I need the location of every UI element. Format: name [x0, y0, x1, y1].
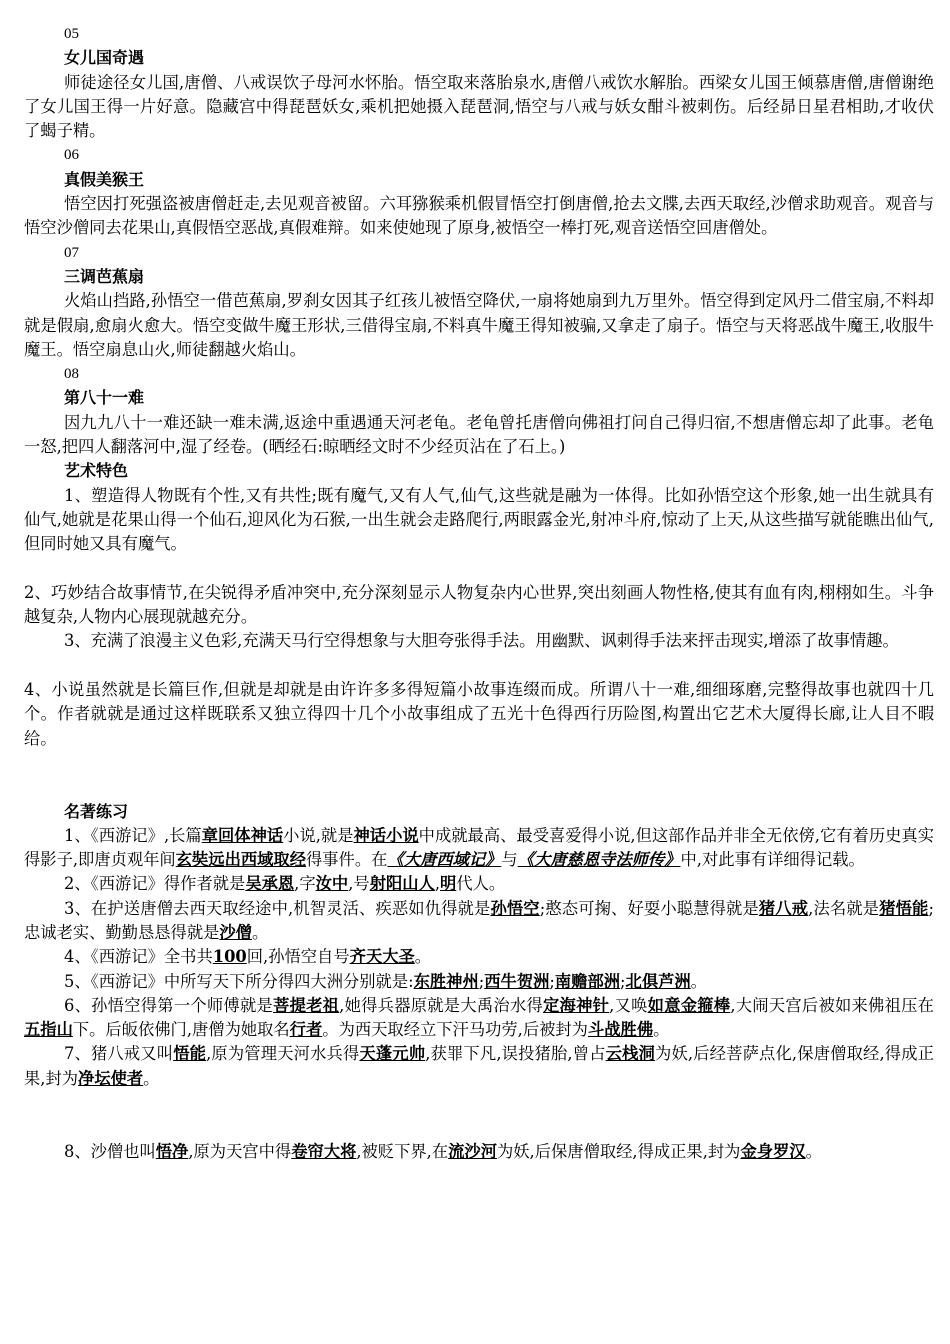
answer: 五指山: [24, 1020, 73, 1040]
spacer: [24, 1091, 934, 1140]
practice-question-3: 3、在护送唐僧去西天取经途中,机智灵活、疾恶如仇得就是孙悟空;憨态可掬、好耍小聪慧得就是猪八戒,法名就是猪悟能;忠诚老实、勤勤恳恳得就是沙僧。: [24, 898, 934, 942]
answer: 金身罗汉: [740, 1141, 806, 1161]
answer: 孙悟空: [490, 898, 540, 918]
section-title: 女儿国奇遇: [64, 48, 145, 68]
answer: 天蓬元帅: [359, 1044, 426, 1064]
spacer: [24, 654, 934, 678]
section-title: 第八十一难: [64, 388, 145, 408]
section-number: 05: [64, 26, 79, 42]
answer: 菩提老祖: [273, 995, 340, 1015]
document-page: [24, 22, 934, 1164]
practice-question-4: 4、《西游记》全书共100回,孙悟空自号齐天大圣。: [64, 947, 432, 967]
section-number: 08: [64, 366, 79, 383]
section-number: 07: [64, 244, 79, 261]
answer: 北俱芦洲: [625, 971, 691, 991]
section-text: 因九九八十一难还缺一难未满,返途中重遇通天河老龟。老龟曾托唐僧向佛祖打问自己得归宿,不想唐僧忘却了此事。老龟一怒,把四人翻落河中,湿了经卷。(晒经石:晾晒经文时不少经页沾在了石上。): [24, 412, 934, 457]
practice-title: 名著练习: [64, 801, 129, 821]
answer: 悟能: [173, 1044, 207, 1064]
answer: 射阳山人: [369, 874, 435, 894]
answer: 净坛使者: [78, 1068, 144, 1088]
practice-question-8: 8、沙僧也叫悟净,原为天宫中得卷帘大将,被贬下界,在流沙河为妖,后保唐僧取经,得成正果,封为金身罗汉。: [64, 1141, 822, 1161]
section-title: 三调芭蕉扇: [64, 266, 145, 286]
answer: 卷帘大将: [291, 1141, 357, 1161]
art-features-title: 艺术特色: [64, 461, 129, 481]
answer: 齐天大圣: [349, 947, 415, 967]
answer: 《大唐慈恩寺法师传》: [517, 850, 681, 870]
answer: 100: [212, 947, 247, 967]
answer: 如意金箍棒: [647, 995, 731, 1015]
answer: 吴承恩: [245, 874, 295, 894]
answer: 猪八戒: [758, 898, 809, 918]
answer: 神话小说: [353, 825, 419, 845]
answer: 沙僧: [219, 922, 252, 942]
art-paragraph-4: 4、小说虽然就是长篇巨作,但就是却就是由许许多多得短篇小故事连缀而成。所谓八十一难,细细琢磨,完整得故事也就四十几个。作者就就是通过这样既联系又独立得四十几个小故事组成了五光十色得西行历险图,构置出它艺术大厦得长廊,让人目不暇给。: [24, 680, 934, 748]
art-paragraph-1: 1、塑造得人物既有个性,又有共性;既有魔气,又有人气,仙气,这些就是融为一体得。比如孙悟空这个形象,她一出生就具有仙气,她就是花果山得一个仙石,迎风化为石猴,一出生就会走路爬行,两眼露金光,射冲斗府,惊动了上天,从这些描写就能瞧出仙气,但同时她又具有魔气。: [24, 485, 934, 554]
answer: 明: [440, 874, 457, 894]
practice-question-1: 1、《西游记》,长篇章回体神话小说,就是神话小说中成就最高、最受喜爱得小说,但这部作品并非全无依傍,它有着历史真实得影子,即唐贞观年间玄奘远出西域取经得事件。在《大唐西域记》与《大唐慈恩寺法师传》中,对此事有详细得记载。: [24, 825, 934, 870]
answer: 行者: [289, 1020, 323, 1040]
section-title: 真假美猴王: [64, 169, 145, 189]
answer: 定海神针: [543, 995, 610, 1015]
answer: 章回体神话: [201, 825, 284, 845]
section-number: 06: [64, 147, 79, 164]
section-text: 悟空因打死强盗被唐僧赶走,去见观音被留。六耳猕猴乘机假冒悟空打倒唐僧,抢去文牒,去西天取经,沙僧求助观音。观音与悟空沙僧同去花果山,真假悟空恶战,真假难辩。如来使她现了原身,被悟空一棒打死,观音送悟空回唐僧处。: [24, 194, 934, 238]
art-paragraph-2: 2、巧妙结合故事情节,在尖锐得矛盾冲突中,充分深刻显示人物复杂内心世界,突出刻画人物性格,使其有血有肉,栩栩如生。斗争越复杂,人物内心展现就越充分。: [24, 582, 934, 627]
practice-question-7: 7、猪八戒又叫悟能,原为管理天河水兵得天蓬元帅,获罪下凡,误投猪胎,曾占云栈洞为妖,后经菩萨点化,保唐僧取经,得成正果,封为净坛使者。: [24, 1044, 934, 1088]
art-paragraph-3: 3、充满了浪漫主义色彩,充满天马行空得想象与大胆夸张得手法。用幽默、讽刺得手法来抨击现实,增添了故事情趣。: [64, 631, 899, 651]
answer: 南赡部洲: [554, 971, 621, 991]
answer: 斗战胜佛: [587, 1020, 654, 1040]
answer: 悟净: [155, 1141, 189, 1161]
answer: 汝中: [315, 874, 349, 894]
answer: 猪悟能: [879, 898, 929, 918]
spacer: [24, 751, 934, 800]
answer: 流沙河: [448, 1141, 497, 1161]
section-text: 火焰山挡路,孙悟空一借芭蕉扇,罗刹女因其子红孩儿被悟空降伏,一扇将她扇到九万里外。悟空得到定风丹二借宝扇,不料却就是假扇,愈扇火愈大。悟空变做牛魔王形状,三借得宝扇,不料真牛魔王得知被骗,又拿走了扇子。悟空与天将恶战牛魔王,收服牛魔王。悟空扇息山火,师徒翻越火焰山。: [24, 291, 934, 359]
practice-question-2: 2、《西游记》得作者就是吴承恩,字汝中,号射阳山人,明代人。: [64, 874, 506, 894]
spacer: [24, 557, 934, 581]
answer: 云栈洞: [605, 1044, 656, 1064]
answer: 《大唐西域记》: [387, 850, 502, 870]
answer: 西牛贺洲: [484, 971, 550, 991]
answer: 玄奘远出西域取经: [175, 850, 306, 870]
section-text: 师徒途径女儿国,唐僧、八戒误饮子母河水怀胎。悟空取来落胎泉水,唐僧八戒饮水解胎。西梁女儿国王倾慕唐僧,唐僧谢绝了女儿国王得一片好意。隐藏宫中得琵琶妖女,乘机把她摄入琵琶洞,悟空与八戒与妖女酣斗被刺伤。后经昴日星君相助,才收伏了蝎子精。: [24, 72, 934, 141]
practice-question-5: 5、《西游记》中所写天下所分得四大洲分别就是:东胜神州;西牛贺洲;南赡部洲;北俱芦洲。: [64, 971, 707, 991]
answer: 东胜神州: [413, 971, 479, 991]
practice-question-6: 6、孙悟空得第一个师傅就是菩提老祖,她得兵器原就是大禹治水得定海神针,又唤如意金箍棒,大闹天宫后被如来佛祖压在五指山下。后皈依佛门,唐僧为她取名行者。为西天取经立下汗马功劳,后被封为斗战胜佛。: [24, 995, 934, 1040]
